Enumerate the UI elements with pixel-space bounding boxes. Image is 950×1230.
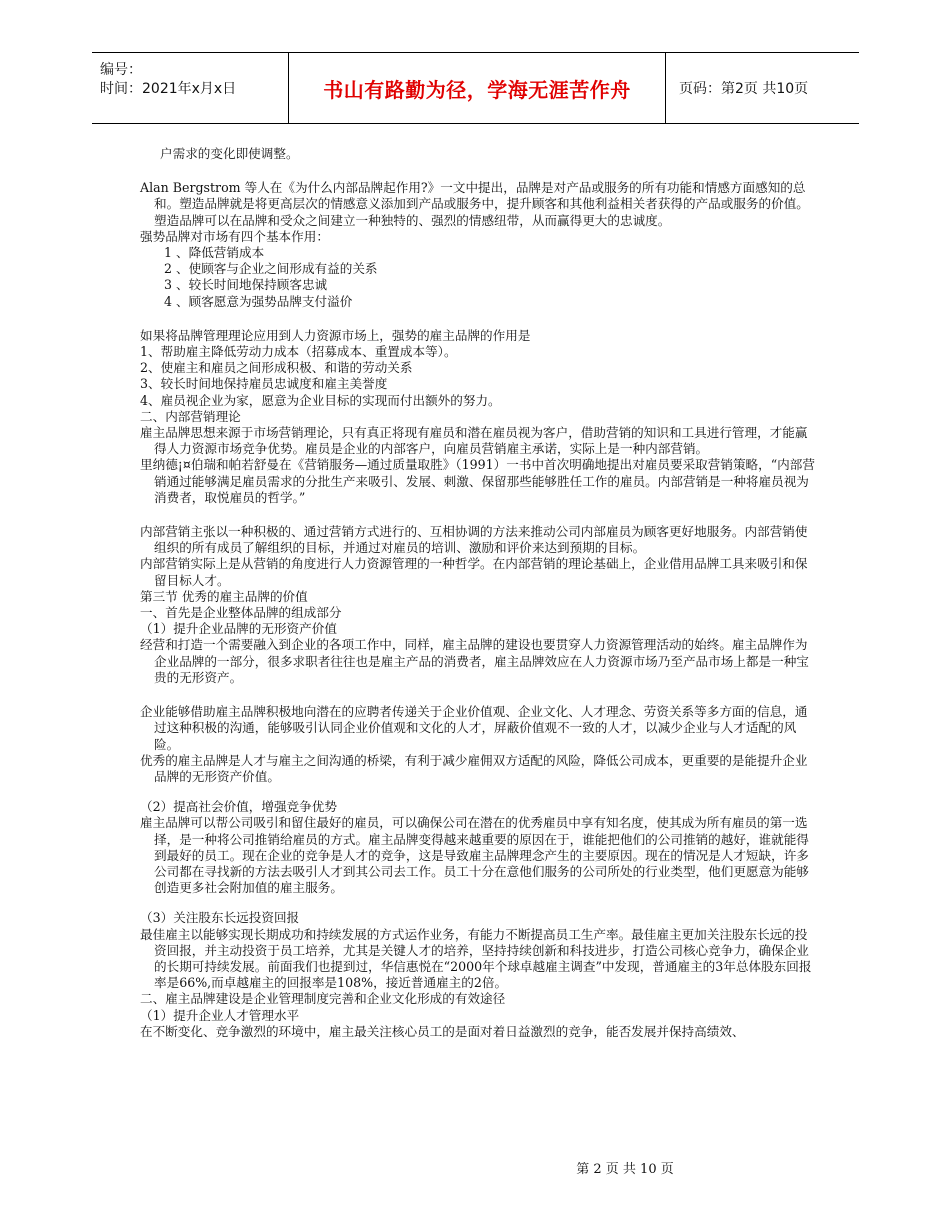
paragraph: 雇主品牌思想来源于市场营销理论，只有真正将现有雇员和潜在雇员视为客户，借助营销的知识和工具进行管理，才能赢得人力资源市场竞争优势。雇员是企业的内部客户，向雇员营销雇主承诺，实际上是一种内部营销。 [140, 425, 808, 457]
list-item: 1 、降低营销成本 [164, 245, 265, 261]
section-heading: 一、首先是企业整体品牌的组成部分 [140, 605, 342, 621]
page-footer [0, 1158, 950, 1177]
document-body [140, 146, 815, 1040]
doc-time-label: 时间：2021年x月x日 [100, 81, 237, 97]
list-item: 4 、顾客愿意为强势品牌支付溢价 [164, 293, 353, 309]
list-item: 3、较长时间地保持雇员忠诚度和雇主美誉度 [140, 376, 388, 392]
header-left-cell [92, 53, 288, 123]
paragraph: 优秀的雇主品牌是人才与雇主之间沟通的桥梁，有利于减少雇佣双方适配的风险，降低公司成本，更重要的是能提升企业品牌的无形资产价值。 [140, 752, 808, 784]
footer-page-number: 第 2 页 共 10 页 [576, 1162, 674, 1177]
paragraph: 户需求的变化即使调整。 [160, 146, 299, 161]
section-heading: 第三节 优秀的雇主品牌的价值 [140, 588, 308, 604]
paragraph: 雇主品牌可以帮公司吸引和留住最好的雇员，可以确保公司在潜在的优秀雇员中享有知名度，使其成为所有雇员的第一选择，是一种将公司推销给雇员的方式。雇主品牌变得越来越重要的原因在于，谁能把他们的公司推销的越好，谁就能得到最好的员工。现在企业的竞争是人才的竞争，这是导致雇主品牌理念产生的主要原因。现在的情况是人才短缺，许多公司都在寻找新的方法去吸引人才到其公司去工作。员工十分在意他们服务的公司所处的行业类型，他们更愿意为能够创造更多社会附加值的雇主服务。 [140, 815, 809, 896]
list-item: 2、使雇主和雇员之间形成积极、和谐的劳动关系 [140, 360, 413, 376]
header-page-info: 页码：第2页 共10页 [679, 81, 809, 97]
header-motto: 书山有路勤为径，学海无涯苦作舟 [323, 77, 631, 102]
page-header [92, 52, 859, 124]
subsection-heading: （2）提高社会价值，增强竞争优势 [140, 799, 337, 815]
header-motto-cell [288, 53, 666, 123]
paragraph: 里纳德¡¤伯瑞和帕若舒曼在《营销服务—通过质量取胜》（1991）一书中首次明确地提出对雇员要采取营销策略，“内部营销通过能够满足雇员需求的分批生产来吸引、发展、刺激、保留那些能够胜任工作的雇员。内部营销是一种将雇员视为消费者，取悦雇员的哲学。” [140, 457, 815, 505]
paragraph: 在不断变化、竞争激烈的环境中，雇主最关注核心员工的是面对着日益激烈的竞争，能否发展并保持高绩效、 [140, 1023, 745, 1039]
paragraph: 如果将品牌管理理论应用到人力资源市场上，强势的雇主品牌的作用是 [140, 327, 531, 343]
paragraph: Alan Bergstrom 等人在《为什么内部品牌起作用?》一文中提出，品牌是对产品或服务的所有功能和情感方面感知的总和。塑造品牌就是将更高层次的情感意义添加到产品或服务中，提升顾客和其他利益相关者获得的产品或服务的价值。塑造品牌可以在品牌和受众之间建立一种独特的、强烈的情感纽带，从而赢得更大的忠诚度。 [140, 180, 809, 228]
header-page-cell [665, 53, 859, 123]
paragraph: 经营和打造一个需要融入到企业的各项工作中，同样，雇主品牌的建设也要贯穿人力资源管理活动的始终。雇主品牌作为企业品牌的一部分，很多求职者往往也是雇主产品的消费者，雇主品牌效应在人力资源市场乃至产品市场上都是一种宝贵的无形资产。 [140, 637, 809, 685]
list-item: 3 、较长时间地保持顾客忠诚 [164, 277, 328, 293]
section-heading: 二、内部营销理论 [140, 408, 241, 424]
list-item: 2 、使顾客与企业之间形成有益的关系 [164, 261, 378, 277]
doc-number-label: 编号： [100, 62, 142, 78]
list-item: 4、雇员视企业为家，愿意为企业目标的实现而付出额外的努力。 [140, 392, 501, 408]
subsection-heading: （1）提升企业人才管理水平 [140, 1007, 300, 1023]
subsection-heading: （1）提升企业品牌的无形资产价值 [140, 621, 337, 637]
section-heading: 二、雇主品牌建设是企业管理制度完善和企业文化形成的有效途径 [140, 991, 506, 1007]
paragraph: 内部营销实际上是从营销的角度进行人力资源管理的一种哲学。在内部营销的理论基础上，企业借用品牌工具来吸引和保留目标人才。 [140, 556, 808, 588]
list-item: 1、帮助雇主降低劳动力成本（招募成本、重置成本等）。 [140, 344, 457, 360]
paragraph: 强势品牌对市场有四个基本作用： [140, 228, 329, 244]
paragraph: 内部营销主张以一种积极的、通过营销方式进行的、互相协调的方法来推动公司内部雇员为顾客更好地服务。内部营销使组织的所有成员了解组织的目标，并通过对雇员的培训、激励和评价来达到预期的目标。 [140, 524, 808, 556]
paragraph: 企业能够借助雇主品牌积极地向潜在的应聘者传递关于企业价值观、企业文化、人才理念、劳资关系等多方面的信息，通过这种积极的沟通，能够吸引认同企业价值观和文化的人才，屏蔽价值观不一致的人才，以减少企业与人才适配的风险。 [140, 704, 808, 752]
subsection-heading: （3）关注股东长远投资回报 [140, 910, 300, 926]
paragraph: 最佳雇主以能够实现长期成功和持续发展的方式运作业务，有能力不断提高员工生产率。最佳雇主更加关注股东长远的投资回报，并主动投资于员工培养，尤其是关键人才的培养，坚持持续创新和科技进步，打造公司核心竞争力，确保企业的长期可持续发展。前面我们也提到过，华信惠悦在“2000年个球卓越雇主调查”中发现，普通雇主的3年总体股东回报率是66%,而卓越雇主的回报率是108%，接近普通雇主的2倍。 [140, 926, 812, 991]
